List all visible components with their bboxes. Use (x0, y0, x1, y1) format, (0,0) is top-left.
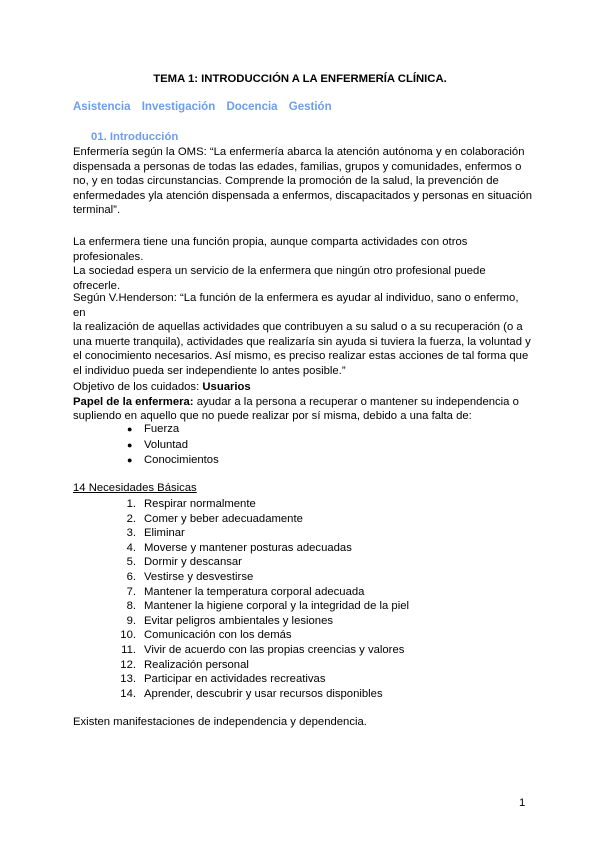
tag-docencia: Docencia (226, 101, 278, 113)
care-objective (73, 380, 533, 424)
section-heading: 01. Introducción (91, 131, 179, 143)
tag-asistencia: Asistencia (73, 101, 131, 113)
list-item (115, 570, 409, 585)
item-text: Mantener la higiene corporal y la integridad de la piel (144, 600, 410, 613)
item-number: 6. (126, 570, 136, 583)
list-item: ● Voluntad (127, 438, 219, 454)
item-text: Evitar peligros ambientales y lesiones (144, 614, 334, 627)
list-item (115, 555, 409, 570)
item-number: 5. (126, 556, 136, 569)
item-text: Moverse y mantener posturas adecuadas (144, 541, 352, 554)
list-item (115, 541, 409, 556)
text-line: profesionales. (73, 250, 144, 263)
text-line: La enfermera tiene una función propia, aunque comparta actividades con otros (73, 236, 468, 248)
text-line: el individuo pueda ser independiente lo antes posible.” (73, 364, 346, 377)
page-number: 1 (519, 797, 526, 809)
text-line: una muerte tranquila), actividades que realizaría sin ayuda si tuviera la fuerza, la voluntad y (73, 335, 531, 348)
text-line: La sociedad espera un servicio de la enfermera que ningún otro profesional puede ofrecerle. (73, 265, 486, 292)
item-text: Aprender, descubrir y usar recursos disponibles (144, 687, 383, 700)
item-number: 13. (120, 673, 136, 686)
basic-needs-list (115, 497, 409, 701)
text-line: dispensada a personas de todas las edades, familias, grupos y comunidades, enfermos o (73, 160, 522, 173)
role-text: ayudar a la persona a recuperar o mantener su independencia o (193, 395, 519, 408)
item-number: 9. (126, 614, 136, 627)
text-line: Enfermería según la OMS: “La enfermería abarca la atención autónoma y en colaboración (73, 146, 525, 158)
item-text: Comer y beber adecuadamente (144, 512, 303, 525)
item-number: 10. (120, 629, 136, 642)
item-number: 1. (126, 498, 136, 510)
item-number: 14. (120, 687, 136, 700)
objective-value: Usuarios (202, 381, 251, 393)
text-line: Según V.Henderson: “La función de la enfermera es ayudar al individuo, sano o enfermo, en (73, 292, 519, 319)
closing-sentence: Existen manifestaciones de independencia y dependencia. (73, 716, 367, 728)
text-line: enfermedades yla atención dispensada a enfermos, discapacitados y personas en situación (73, 189, 533, 202)
item-number: 12. (120, 658, 136, 671)
text-line: el conocimiento necesarios. Así mismo, es preciso realizar estas acciones de tal forma que (73, 350, 529, 363)
text-line: la realización de aquellas actividades que contribuyen a su salud o a su recuperación (o a (73, 321, 523, 334)
item-number: 7. (126, 585, 136, 598)
henderson-definition (73, 291, 533, 379)
item-number: 2. (126, 512, 136, 525)
document-title: TEMA 1: INTRODUCCIÓN A LA ENFERMERÍA CLÍNICA. (153, 73, 447, 85)
list-item (115, 512, 409, 527)
list-item (115, 599, 409, 614)
list-item (115, 585, 409, 600)
topic-tags (73, 101, 340, 113)
item-number: 11. (121, 643, 136, 656)
role-label: Papel de la enfermera: (73, 395, 194, 408)
item-number: 4. (126, 541, 136, 554)
item-text: Realización personal (144, 658, 249, 671)
list-item (115, 628, 409, 643)
item-text: Vivir de acuerdo con las propias creencias y valores (144, 643, 405, 656)
list-item (115, 658, 409, 673)
role-line (73, 395, 533, 410)
list-item: ● Fuerza (127, 422, 219, 438)
nurse-function-paragraph (73, 235, 533, 293)
list-item (115, 614, 409, 629)
objective-line (73, 380, 533, 395)
text-line: supliendo en aquello que no puede realizar por sí misma, debido a una falta de: (73, 410, 472, 423)
needs-heading: 14 Necesidades Básicas (73, 482, 197, 494)
list-item (115, 497, 409, 512)
item-text: Mantener la temperatura corporal adecuada (144, 585, 365, 598)
oms-definition (73, 145, 533, 218)
list-item: ● Conocimientos (127, 453, 219, 469)
item-text: Comunicación con los demás (144, 629, 292, 642)
list-item (115, 643, 409, 658)
lacks-list (127, 422, 219, 469)
tag-investigacion: Investigación (141, 101, 216, 113)
item-number: 3. (126, 527, 136, 540)
text-line: terminal”. (73, 204, 121, 217)
objective-prefix: Objetivo de los cuidados: (73, 381, 203, 393)
item-number: 8. (126, 600, 136, 613)
tag-gestion: Gestión (288, 101, 332, 113)
item-text: Eliminar (144, 527, 185, 540)
item-text: Respirar normalmente (144, 498, 256, 510)
list-item (115, 687, 409, 702)
item-text: Vestirse y desvestirse (144, 570, 254, 583)
list-item (115, 526, 409, 541)
item-text: Dormir y descansar (144, 556, 242, 569)
text-line: no, y en todas circunstancias. Comprende la promoción de la salud, la prevención de (73, 175, 499, 188)
list-item (115, 672, 409, 687)
item-text: Participar en actividades recreativas (144, 673, 326, 686)
